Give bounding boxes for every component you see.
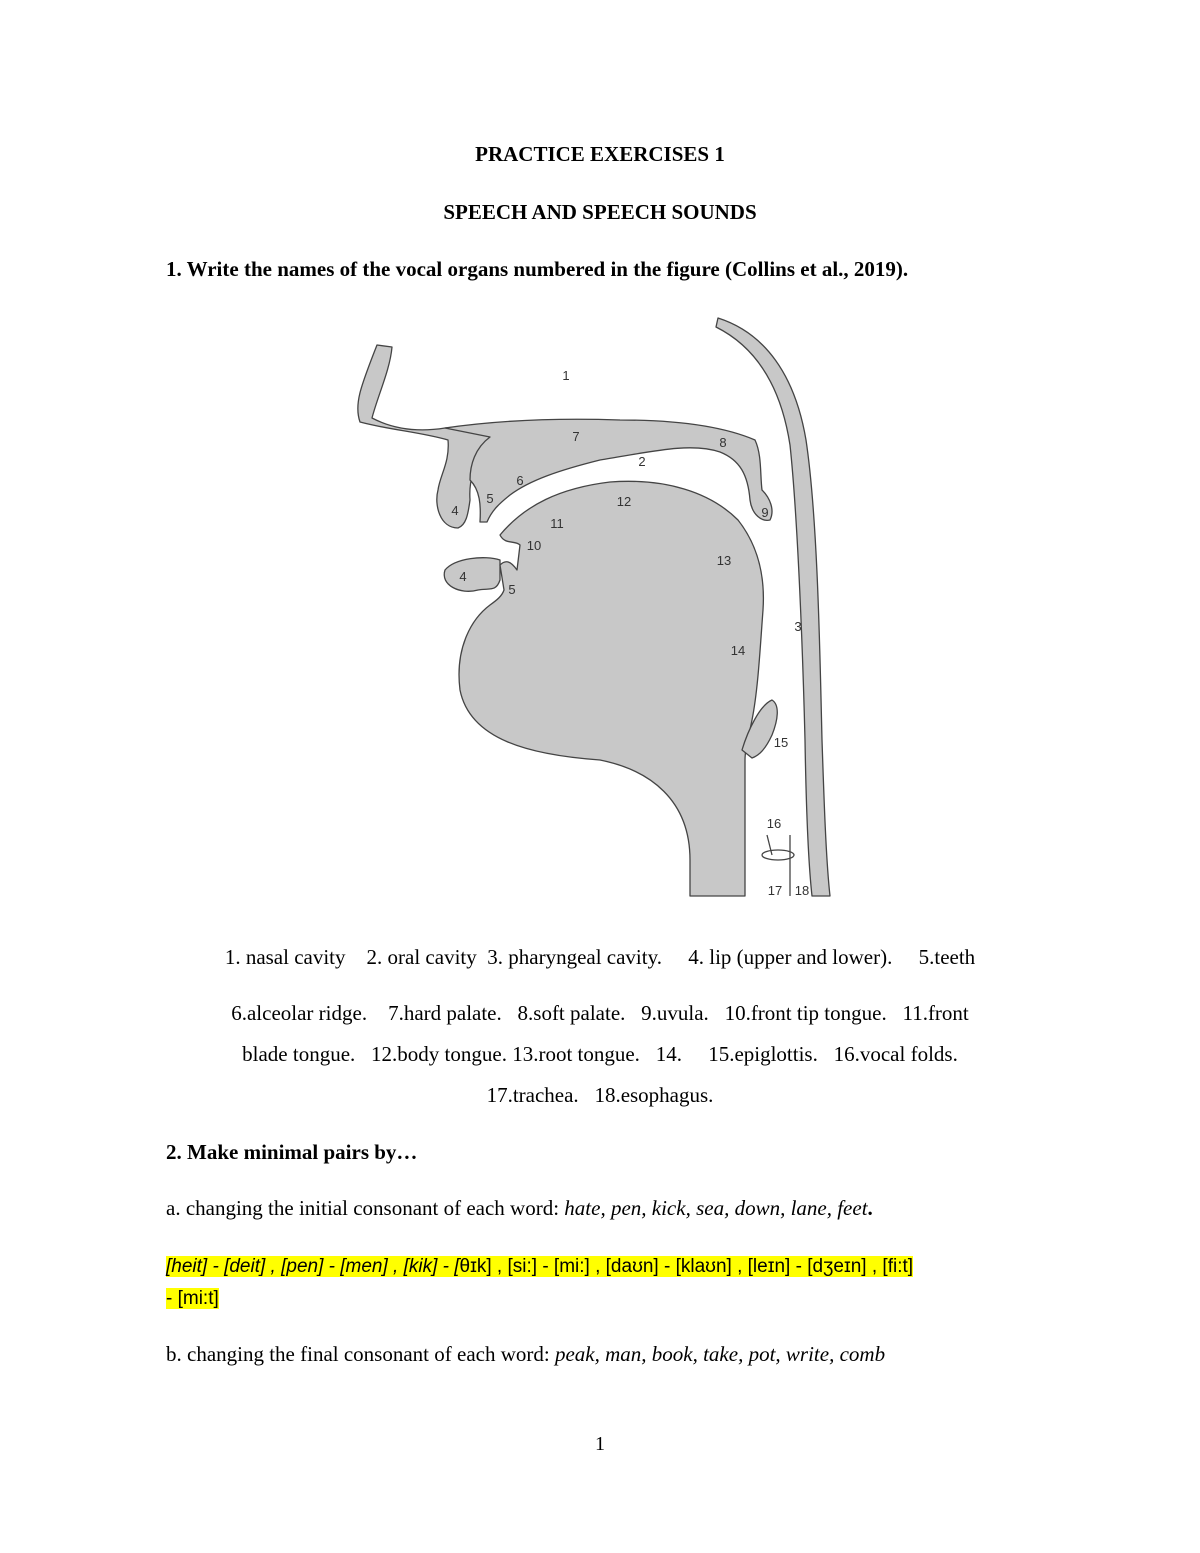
page-subtitle: SPEECH AND SPEECH SOUNDS <box>443 200 757 224</box>
figure-label: 14 <box>730 643 746 658</box>
figure-label: 5 <box>486 491 494 506</box>
vocal-folds-shape <box>762 850 794 860</box>
part-a-answer: [heit] - [deit] , [pen] - [men] , [kik] - [θɪk] , [si:] - [mi:] , [daʊn] - [klaʊn] , [leɪn] - [dʒeɪn] , [fi:t] - [mi:t] <box>166 1256 914 1309</box>
answer-item: 7.hard palate. <box>388 1001 502 1025</box>
answer-item: 1. nasal cavity <box>224 945 346 969</box>
part-a-prompt: a. changing the initial consonant of each word: hate, pen, kick, sea, down, lane, feet. <box>166 1196 873 1220</box>
figure-label: 5 <box>508 582 516 597</box>
figure-label: 12 <box>616 494 632 509</box>
question-2: 2. Make minimal pairs by… <box>166 1140 418 1164</box>
figure-label: 17 <box>767 883 783 898</box>
answer-item: 10.front tip tongue. <box>724 1001 887 1025</box>
figure-label: 13 <box>716 553 732 568</box>
answer-item: 15.epiglottis. <box>708 1042 818 1066</box>
figure-label: 6 <box>516 473 524 488</box>
answer-item: 3. pharyngeal cavity. <box>487 945 662 969</box>
figure-label: 15 <box>773 735 789 750</box>
tongue-body-shape <box>459 481 763 896</box>
page-title: PRACTICE EXERCISES 1 <box>475 142 725 166</box>
answer-item: 14. <box>655 1042 682 1066</box>
figure-label: 4 <box>451 503 459 518</box>
lower-lip-shape <box>444 558 500 592</box>
figure-label: 7 <box>572 429 580 444</box>
answer-item: 18.esophagus. <box>594 1083 714 1107</box>
figure-label: 10 <box>526 538 542 553</box>
question-1: 1. Write the names of the vocal organs numbered in the figure (Collins et al., 2019). <box>166 257 909 281</box>
figure-label: 8 <box>719 435 727 450</box>
answer-item: 5.teeth <box>918 945 976 969</box>
answer-item: 8.soft palate. <box>517 1001 626 1025</box>
figure-label: 2 <box>638 454 646 469</box>
vocal-organs-figure <box>0 310 1200 910</box>
figure-label: 9 <box>761 505 769 520</box>
figure-label: 4 <box>459 569 467 584</box>
figure-label: 18 <box>794 883 810 898</box>
answer-item: 12.body tongue. <box>371 1042 507 1066</box>
answer-item: 9.uvula. <box>641 1001 709 1025</box>
figure-label: 1 <box>562 368 570 383</box>
answer-item: 4. lip (upper and lower). <box>688 945 893 969</box>
figure-label: 11 <box>550 516 564 531</box>
figure-label: 3 <box>794 619 802 634</box>
answer-list <box>150 937 1050 1116</box>
page-number: 1 <box>595 1433 605 1455</box>
answer-item: 17.trachea. <box>486 1083 579 1107</box>
answer-item: blade tongue. <box>242 1042 356 1066</box>
answer-item: 13.root tongue. <box>512 1042 640 1066</box>
answer-item: 6.alceolar ridge. <box>231 1001 368 1025</box>
answer-item: 11.front <box>902 1001 969 1025</box>
answer-item: 16.vocal folds. <box>833 1042 958 1066</box>
part-b-prompt: b. changing the final consonant of each word: peak, man, book, take, pot, write, comb <box>166 1342 886 1366</box>
answer-item: 2. oral cavity <box>366 945 477 969</box>
figure-label: 16 <box>766 816 782 831</box>
